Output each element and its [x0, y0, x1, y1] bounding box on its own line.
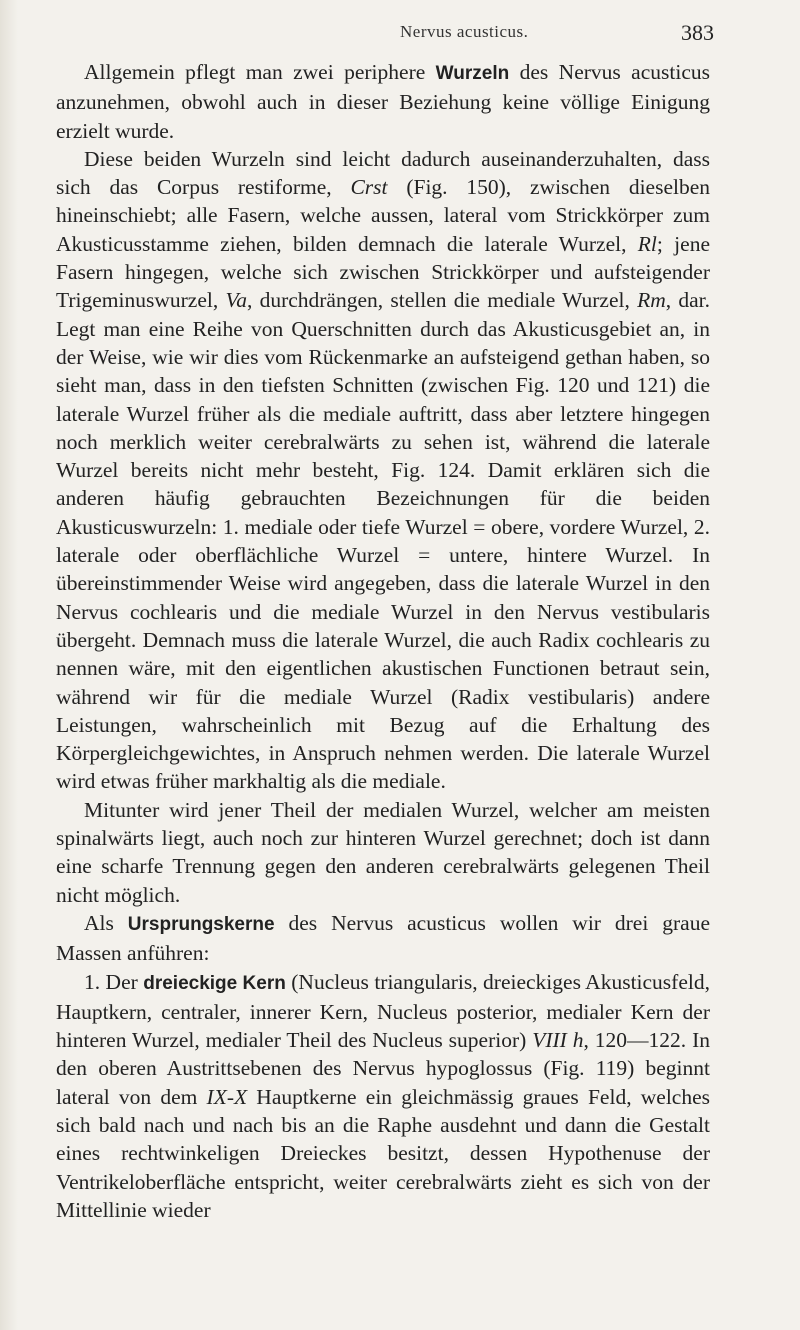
- paragraph: Diese beiden Wurzeln sind leicht dadurch auseinanderzuhalten, dass sich das Corpus restiforme, Crst (Fig. 150), zwischen dieselben hineinschiebt; alle Fasern, welche aussen, lateral vom Strickkörper zum Akusticusstamme ziehen, bilden demnach die laterale Wurzel, Rl; jene Fasern hingegen, welche sich zwischen Strickkörper und aufsteigender Trigeminuswurzel, Va, durchdrängen, stellen die mediale Wurzel, Rm, dar. Legt man eine Reihe von Querschnitten durch das Akusticusgebiet an, in der Weise, wie wir dies vom Rückenmarke an aufsteigend gethan haben, so sieht man, dass in den tiefsten Schnitten (zwischen Fig. 120 und 121) die laterale Wurzel früher als die mediale auftritt, dass aber letztere hingegen noch merklich weiter cerebralwärts zu sehen ist, während die laterale Wurzel bereits nicht mehr besteht, Fig. 124. Damit erklären sich die anderen häufig gebrauchten Bezeichnungen für die beiden Akusticuswurzeln: 1. mediale oder tiefe Wurzel = obere, vordere Wurzel, 2. laterale oder oberflächliche Wurzel = untere, hintere Wurzel. In übereinstimmender Weise wird angegeben, dass die laterale Wurzel in den Nervus cochlearis und die mediale Wurzel in den Nervus vestibularis übergeht. Demnach muss die laterale Wurzel, die auch Radix cochlearis zu nennen wäre, mit den eigentlichen akustischen Functionen betraut sein, während wir für die mediale Wurzel (Radix vestibularis) andere Leistungen, wahrscheinlich mit Bezug auf die Erhaltung des Körpergleichgewichtes, in Anspruch nehmen werden. Die laterale Wurzel wird etwas früher markhaltig als die mediale.: [56, 146, 711, 794]
- paragraph: 1. Der dreieckige Kern (Nucleus triangularis, dreieckiges Akusticusfeld, Hauptkern, centraler, innerer Kern, Nucleus posterior, medialer Kern der hinteren Wurzel, medialer Theil des Nucleus superior) VIII h, 120—122. In den oberen Austrittsebenen des Nervus hypoglossus (Fig. 119) beginnt lateral von dem IX-X Hauptkerne ein gleichmässig graues Feld, welches sich bald nach und nach bis an die Raphe ausdehnt und dann die Gestalt eines rechtwinkeligen Dreieckes besitzt, dessen Hypothenuse der Ventrikeloberfläche entspricht, weiter cerebralwärts zieht es sich von der Mittellinie wieder: [56, 969, 710, 1222]
- body-text: [56, 58, 710, 1224]
- running-title: Nervus acusticus.: [400, 22, 529, 41]
- italic-abbrev: IX-X: [206, 1084, 248, 1109]
- italic-abbrev: VIII h: [532, 1028, 584, 1053]
- italic-abbrev: Rl: [637, 231, 657, 256]
- italic-abbrev: Rm: [637, 288, 666, 313]
- bold-term: Ursprungskerne: [127, 913, 275, 935]
- page-number: 383: [681, 20, 714, 45]
- bold-term: Wurzeln: [435, 63, 510, 84]
- page-header: [0, 20, 800, 50]
- page-spine-shadow: [0, 0, 18, 1330]
- italic-abbrev: Va: [225, 288, 247, 313]
- paragraph: Als Ursprungskerne des Nervus acusticus wollen wir drei graue Massen anführen:: [56, 910, 710, 966]
- paragraph: Mitunter wird jener Theil der medialen Wurzel, welcher am meisten spinalwärts liegt, auch noch zur hinteren Wurzel gerechnet; doch ist dann eine scharfe Trennung gegen den anderen cerebralwärts gelegenen Theil nicht möglich.: [56, 797, 710, 907]
- bold-term: dreieckige Kern: [143, 972, 286, 994]
- italic-abbrev: Crst: [350, 175, 388, 200]
- paragraph: Allgemein pflegt man zwei periphere Wurzeln des Nervus acusticus anzunehmen, obwohl auch in dieser Beziehung keine völlige Einigung erzielt wurde.: [56, 60, 710, 143]
